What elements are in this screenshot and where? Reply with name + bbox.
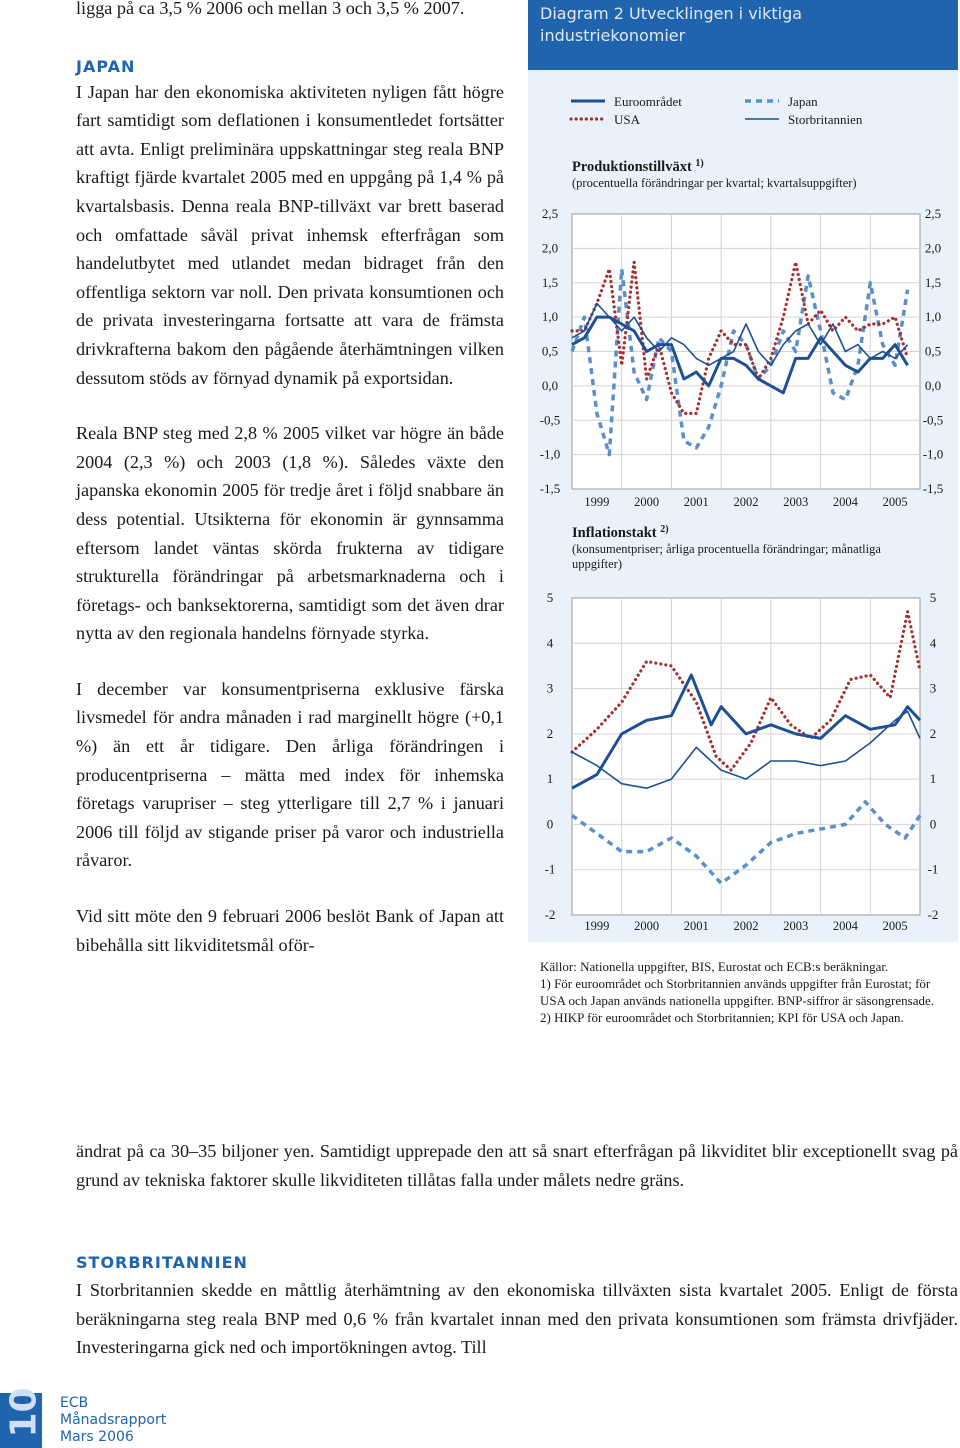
y-tick-label: -1,5 bbox=[539, 481, 561, 496]
x-tick-label: 2003 bbox=[783, 919, 809, 933]
y-tick-label-right: -0,5 bbox=[922, 412, 944, 428]
legend-label: Japan bbox=[788, 94, 818, 109]
legend-label: USA bbox=[614, 112, 641, 127]
x-tick-label: 2001 bbox=[683, 919, 709, 933]
japan-paragraph-4-start: Vid sitt möte den 9 februari 2006 beslöt Bank of Japan att bibehålla sitt likviditetsmål oför- bbox=[76, 906, 504, 955]
y-tick-label-right: -2 bbox=[927, 907, 939, 922]
y-tick-label: 4 bbox=[546, 635, 554, 651]
y-tick-label-right: 4 bbox=[929, 635, 937, 651]
y-tick-label-right: 1 bbox=[929, 771, 937, 787]
charts-svg bbox=[528, 70, 958, 942]
y-tick-label: -2 bbox=[544, 907, 556, 922]
y-tick-label-right: -1,5 bbox=[922, 481, 944, 496]
uk-paragraph-1: I Storbritannien skedde en måttlig återhämtning av den ekonomiska tillväxten sista kvartalet 2005. Enligt de första beräkningarna steg reala BNP med 0,6 % från kvartalet innan med den privata konsumtionen som främsta drivfjäder. Investeringarna gick ned och importökningen avtog. Till bbox=[76, 1280, 958, 1358]
x-tick-label: 2004 bbox=[832, 919, 858, 933]
japan-paragraph-3: I december var konsumentpriserna exklusive färska livsmedel för andra månaden i rad marginellt högre (+0,1 %) än ett år tidigare. Den årliga förändringen i producentpriserna – mätta med index för inhemska företags varupriser – steg ytterligare till 2,7 % i januari 2006 till följd av stigande priser på varor och industriella råvaror. bbox=[76, 678, 504, 871]
y-tick-label-right: 5 bbox=[929, 590, 937, 605]
footer-text bbox=[60, 1395, 166, 1446]
y-tick-label: 0 bbox=[546, 816, 554, 832]
x-tick-label: 2000 bbox=[634, 495, 660, 509]
x-tick-label: 1999 bbox=[584, 919, 610, 933]
y-tick-label: 1,5 bbox=[541, 274, 559, 290]
y-tick-label-right: 3 bbox=[929, 680, 937, 696]
y-tick-label: 2,5 bbox=[541, 206, 559, 221]
y-tick-label: 1 bbox=[546, 771, 554, 787]
y-tick-label: -1 bbox=[544, 861, 556, 877]
japan-paragraph-2: Reala BNP steg med 2,8 % 2005 vilket var högre än både 2004 (2,3 %) och 2003 (1,8 %). Således växte den japanska ekonomin 2005 för tredje året i följd snabbare än dess potential. Utsikterna för ekonomin är gynnsamma eftersom landet väntas skörda frukterna av tidigare strukturella förändringar på arbetsmarknaderna och i företags- och banksektorerna, samtidigt som det även drar nytta av den regionala handelns förnyade styrka. bbox=[76, 423, 504, 644]
x-tick-label: 2000 bbox=[634, 919, 660, 933]
chart-title-footnote-mark: 2) bbox=[660, 523, 669, 535]
chart-subtitle: uppgifter) bbox=[572, 557, 622, 571]
x-tick-label: 2002 bbox=[733, 495, 759, 509]
japan-paragraph-1: I Japan har den ekonomiska aktiviteten nyligen fått högre fart samtidigt som deflationen i konsumentledet fortsätter att avta. Enligt preliminära uppskattningar steg reala BNP kraftigt fjärde kvartalet 2005 med en uppgång på 1,4 % på kvartalsbasis. Denna reala BNP-tillväxt var brett baserad och omfattade såväl privat inhemsk efterfrågan som handelutbytet med utlandet medan bidraget från den offentliga sektorn var noll. Den privata konsumtionen och de privata investeringarna fortsatte att vara de främsta drivkrafterna bakom den pågående återhämtningen vilken dessutom stöds av förnyad dynamik på exportsidan. bbox=[76, 81, 504, 388]
page-footer bbox=[0, 1387, 170, 1448]
x-tick-label: 2004 bbox=[832, 495, 858, 509]
y-tick-label: 0,0 bbox=[541, 377, 559, 393]
y-tick-label: -0,5 bbox=[539, 412, 561, 428]
y-tick-label-right: 0,5 bbox=[924, 343, 942, 359]
uk-heading: STORBRITANNIEN bbox=[76, 1253, 248, 1272]
chart-panel bbox=[528, 70, 958, 942]
y-tick-label-right: -1 bbox=[927, 861, 939, 877]
legend-label: Euroområdet bbox=[614, 94, 682, 109]
footer-publication: Månadsrapport bbox=[60, 1412, 167, 1428]
sources-text: Källor: Nationella uppgifter, BIS, Eurostat och ECB:s beräkningar. bbox=[540, 959, 889, 974]
y-tick-label-right: 2,5 bbox=[924, 206, 942, 221]
x-tick-label: 1999 bbox=[584, 495, 610, 509]
intro-paragraph: ligga på ca 3,5 % 2006 och mellan 3 och 3,5 % 2007. bbox=[76, 0, 465, 18]
x-tick-label: 2001 bbox=[683, 495, 709, 509]
y-tick-label-right: 1,0 bbox=[924, 309, 942, 325]
plot-area bbox=[572, 598, 920, 915]
chart-title-footnote-mark: 1) bbox=[695, 157, 704, 169]
y-tick-label: 2 bbox=[546, 725, 554, 741]
y-tick-label-right: 2,0 bbox=[924, 240, 942, 256]
y-tick-label-right: 0,0 bbox=[924, 377, 942, 393]
chart-subtitle: (konsumentpriser; årliga procentuella förändringar; månatliga bbox=[572, 542, 881, 556]
diagram-title-bar bbox=[528, 0, 958, 70]
x-tick-label: 2005 bbox=[882, 495, 908, 509]
y-tick-label-right: 2 bbox=[929, 725, 937, 741]
japan-paragraph-4-end: ändrat på ca 30–35 biljoner yen. Samtidigt upprepade den att så snart efterfrågan på likviditet blir exceptionellt svag på grund av tekniska faktorer skulle likviditeten tillåtas falla under målets nedre gräns. bbox=[76, 1141, 958, 1190]
y-tick-label-right: -1,0 bbox=[922, 446, 944, 462]
footer-issue: Mars 2006 bbox=[60, 1429, 134, 1445]
y-tick-label-right: 1,5 bbox=[924, 274, 942, 290]
footer-publisher: ECB bbox=[60, 1395, 89, 1411]
japan-heading: JAPAN bbox=[76, 56, 136, 76]
chart-subtitle: (procentuella förändringar per kvartal; kvartalsuppgifter) bbox=[572, 176, 857, 190]
uk-section bbox=[76, 1252, 958, 1362]
page-number: 10 bbox=[3, 1387, 45, 1438]
x-tick-label: 2003 bbox=[783, 495, 809, 509]
x-tick-label: 2002 bbox=[733, 919, 759, 933]
full-width-text bbox=[76, 1137, 958, 1194]
footnote-2: 2) HIKP för euroområdet och Storbritannien; KPI för USA och Japan. bbox=[540, 1010, 904, 1025]
x-tick-label: 2005 bbox=[882, 919, 908, 933]
legend-label: Storbritannien bbox=[788, 112, 863, 127]
footnote-1: 1) För euroområdet och Storbritannien används uppgifter från Eurostat; för USA och Japan används nationella uppgifter. BNP-siffror är säsongrensade. bbox=[540, 976, 935, 1008]
y-tick-label: 5 bbox=[546, 590, 554, 605]
y-tick-label: -1,0 bbox=[539, 446, 561, 462]
y-tick-label-right: 0 bbox=[929, 816, 937, 832]
y-tick-label: 2,0 bbox=[541, 240, 559, 256]
chart-sources bbox=[540, 958, 948, 1026]
page-number-box bbox=[0, 1387, 45, 1448]
y-tick-label: 1,0 bbox=[541, 309, 559, 325]
chart-title: Produktionstillväxt $^{1)}$ bbox=[572, 157, 704, 175]
left-text-column bbox=[76, 0, 504, 959]
y-tick-label: 0,5 bbox=[541, 343, 559, 359]
diagram-title: Diagram 2 Utvecklingen i viktiga industriekonomier bbox=[540, 4, 803, 45]
chart-title: Inflationstakt $^{2)}$ bbox=[572, 523, 669, 541]
y-tick-label: 3 bbox=[546, 680, 554, 696]
